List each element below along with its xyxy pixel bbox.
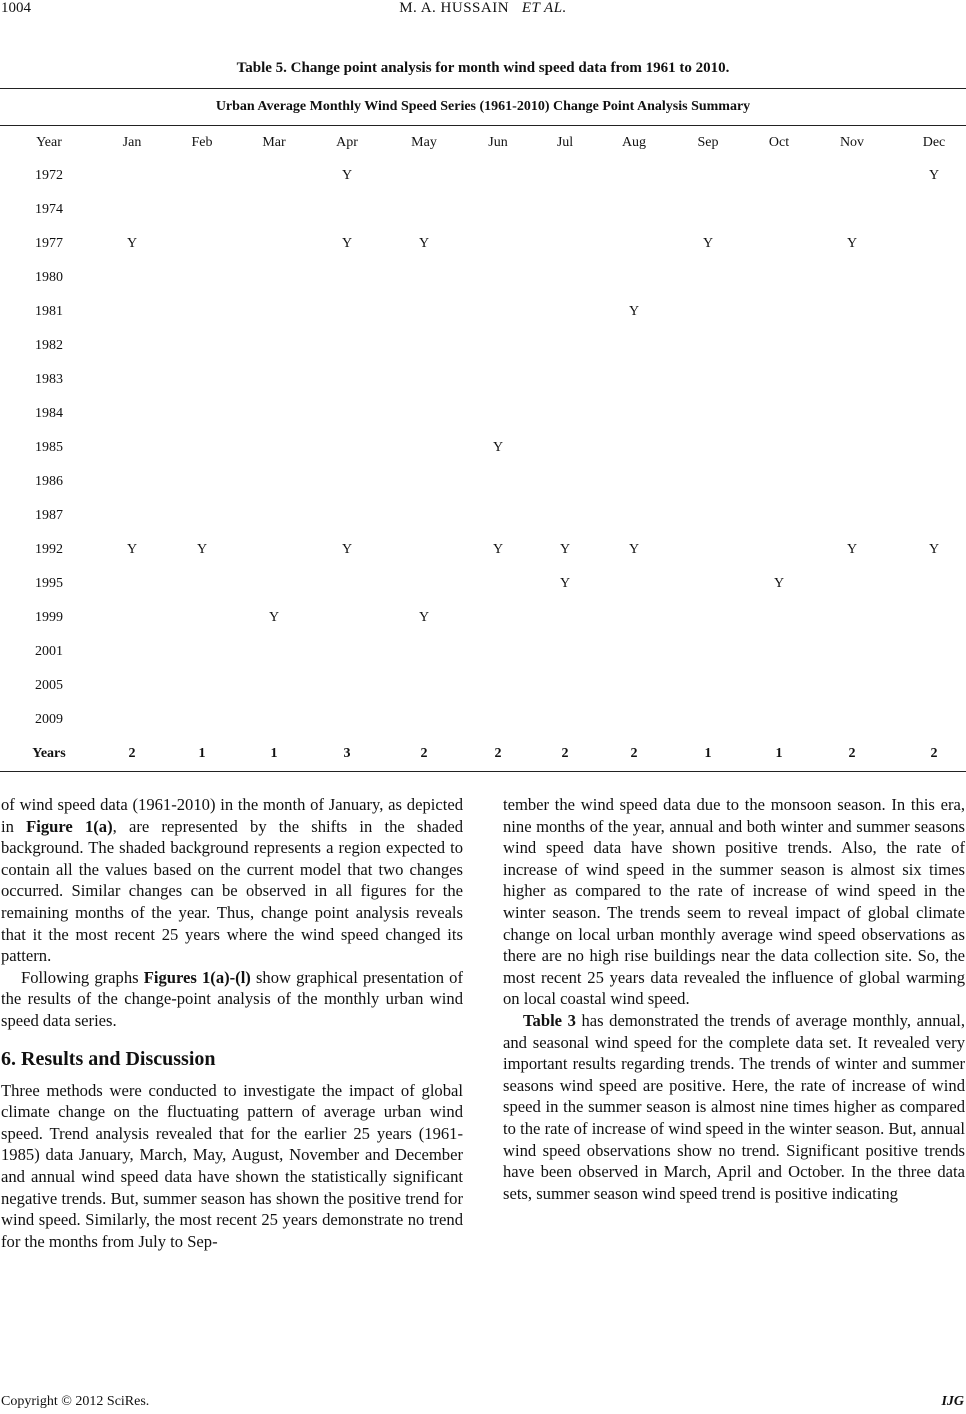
change-point-cell xyxy=(746,193,812,227)
change-point-cell xyxy=(598,601,670,635)
table-row xyxy=(0,329,966,363)
change-point-cell xyxy=(746,601,812,635)
change-point-cell xyxy=(812,159,892,193)
table-row xyxy=(0,363,966,397)
change-point-cell xyxy=(532,295,598,329)
change-point-cell xyxy=(532,431,598,465)
change-point-cell xyxy=(746,295,812,329)
change-point-cell: Y xyxy=(341,236,353,251)
change-point-cell xyxy=(384,499,464,533)
year-cell: 1999 xyxy=(35,610,63,625)
table-title: Urban Average Monthly Wind Speed Series (1961-2010) Change Point Analysis Summary xyxy=(215,99,751,114)
change-point-cell xyxy=(384,193,464,227)
change-point-cell xyxy=(812,261,892,295)
left-paragraph-2-text: Following graphs xyxy=(21,967,144,987)
et-al: ET AL. xyxy=(521,0,567,16)
change-point-cell xyxy=(384,397,464,431)
change-point-cell xyxy=(892,669,966,703)
year-cell: 1981 xyxy=(35,304,63,319)
change-point-cell xyxy=(98,601,166,635)
change-point-cell xyxy=(464,261,532,295)
change-point-cell xyxy=(598,669,670,703)
change-point-cell xyxy=(598,703,670,737)
change-point-cell xyxy=(746,261,812,295)
change-point-cell xyxy=(98,261,166,295)
table-caption: Table 5. Change point analysis for month wind speed data from 1961 to 2010. xyxy=(236,60,730,76)
change-point-cell xyxy=(238,533,310,567)
change-point-cell xyxy=(598,499,670,533)
change-point-cell xyxy=(746,499,812,533)
change-point-cell xyxy=(670,397,746,431)
table-grid xyxy=(0,126,966,771)
change-point-cell: Y xyxy=(702,236,714,251)
change-point-cell xyxy=(166,601,238,635)
column-header: Mar xyxy=(262,134,286,150)
table-row xyxy=(0,159,966,193)
left-paragraph-1 xyxy=(1,794,463,967)
change-point-cell xyxy=(746,397,812,431)
change-point-cell xyxy=(464,227,532,261)
left-paragraph-1-rest: , are represented by the shifts in the shaded background. The shaded background represents a region expected to contain all the values based on the current model that two changes occurred. Similar changes can be observed in all figures for the remaining months of the year. Thus, change point analysis reveals that it the most recent 25 years where the wind speed changed its pattern. xyxy=(1,816,463,966)
change-point-cell xyxy=(598,329,670,363)
change-point-cell xyxy=(238,261,310,295)
column-header: Jul xyxy=(556,134,574,150)
year-cell: 1986 xyxy=(35,474,63,489)
left-column xyxy=(1,794,463,1252)
change-point-cell xyxy=(812,397,892,431)
table-ref: Table 3 xyxy=(523,1010,576,1030)
change-point-cell: Y xyxy=(126,236,138,251)
change-point-cell xyxy=(532,363,598,397)
change-point-cell xyxy=(670,329,746,363)
change-point-cell xyxy=(598,635,670,669)
change-point-cell xyxy=(98,567,166,601)
change-point-cell xyxy=(670,465,746,499)
change-point-cell xyxy=(238,227,310,261)
change-point-cell xyxy=(892,465,966,499)
change-point-cell xyxy=(166,567,238,601)
change-point-cell xyxy=(384,329,464,363)
change-point-cell xyxy=(670,193,746,227)
table-bottom-rule xyxy=(0,771,966,772)
change-point-cell xyxy=(892,601,966,635)
left-paragraph-2-rest: show graphical presentation of the results of the change-point analysis of the monthly urban wind speed data series. xyxy=(1,967,463,1030)
table-row xyxy=(0,499,966,533)
table-row xyxy=(0,567,966,601)
change-point-cell: Y xyxy=(418,236,430,251)
change-point-cell xyxy=(532,159,598,193)
column-header: Feb xyxy=(191,134,213,150)
change-point-cell xyxy=(746,533,812,567)
change-point-cell xyxy=(598,261,670,295)
total-cell: 2 xyxy=(630,746,638,761)
change-point-cell xyxy=(384,703,464,737)
change-point-cell xyxy=(98,363,166,397)
change-point-cell xyxy=(532,329,598,363)
change-point-cell xyxy=(812,363,892,397)
column-header: Jun xyxy=(488,134,508,150)
change-point-cell xyxy=(598,193,670,227)
change-point-cell xyxy=(746,669,812,703)
year-cell: 1972 xyxy=(35,168,63,183)
change-point-cell xyxy=(238,363,310,397)
change-point-cell xyxy=(670,261,746,295)
change-point-cell xyxy=(98,703,166,737)
change-point-cell xyxy=(310,499,384,533)
change-point-cell xyxy=(892,261,966,295)
change-point-cell xyxy=(532,227,598,261)
change-point-cell xyxy=(464,669,532,703)
table-row xyxy=(0,703,966,737)
total-cell: 1 xyxy=(704,746,712,761)
total-cell: 2 xyxy=(561,746,569,761)
change-point-cell xyxy=(238,635,310,669)
year-cell: 1984 xyxy=(35,406,63,421)
change-point-cell xyxy=(166,329,238,363)
table-row xyxy=(0,397,966,431)
change-point-cell xyxy=(238,465,310,499)
figures-ref: Figures 1(a)-(l) xyxy=(143,967,251,987)
table-body xyxy=(0,159,966,771)
year-cell: 2009 xyxy=(35,712,63,727)
right-paragraph-2 xyxy=(503,1010,965,1204)
change-point-cell: Y xyxy=(126,542,138,557)
change-point-cell xyxy=(238,669,310,703)
change-point-cell xyxy=(812,431,892,465)
change-point-cell xyxy=(812,601,892,635)
change-point-cell xyxy=(238,295,310,329)
change-point-cell: Y xyxy=(196,542,208,557)
change-point-cell xyxy=(464,465,532,499)
change-point-cell xyxy=(532,499,598,533)
table-row xyxy=(0,533,966,567)
change-point-cell xyxy=(98,465,166,499)
change-point-cell xyxy=(384,363,464,397)
table-row xyxy=(0,465,966,499)
year-cell: 1987 xyxy=(35,508,63,523)
page-number: 1004 xyxy=(1,0,31,16)
total-cell: 2 xyxy=(848,746,856,761)
change-point-cell xyxy=(670,635,746,669)
year-cell: 1977 xyxy=(35,236,63,251)
change-point-cell xyxy=(892,193,966,227)
change-point-cell xyxy=(746,227,812,261)
change-point-cell xyxy=(238,431,310,465)
change-point-cell xyxy=(384,635,464,669)
change-point-cell xyxy=(166,159,238,193)
change-point-cell xyxy=(598,363,670,397)
change-point-cell xyxy=(310,329,384,363)
totals-label: Years xyxy=(32,746,66,761)
change-point-cell xyxy=(310,363,384,397)
table-row xyxy=(0,193,966,227)
author-running-head xyxy=(0,0,966,17)
change-point-cell xyxy=(166,465,238,499)
total-cell: 2 xyxy=(930,746,938,761)
left-paragraph-1-text: of wind speed data (1961-2010) in the month of January, as depicted in xyxy=(1,795,463,836)
change-point-cell xyxy=(464,635,532,669)
change-point-cell xyxy=(166,397,238,431)
change-point-cell xyxy=(310,465,384,499)
column-header: May xyxy=(411,134,437,150)
change-point-cell xyxy=(532,397,598,431)
change-point-cell xyxy=(892,227,966,261)
change-point-cell xyxy=(532,669,598,703)
change-point-cell xyxy=(98,431,166,465)
change-point-cell: Y xyxy=(773,576,785,591)
year-cell: 2005 xyxy=(35,678,63,693)
column-header: Year xyxy=(36,134,62,150)
year-cell: 1982 xyxy=(35,338,63,353)
change-point-cell xyxy=(670,669,746,703)
change-point-cell xyxy=(310,295,384,329)
change-point-cell xyxy=(166,703,238,737)
change-point-cell xyxy=(98,635,166,669)
year-cell: 1992 xyxy=(35,542,63,557)
change-point-cell xyxy=(238,193,310,227)
change-point-cell xyxy=(670,703,746,737)
change-point-cell xyxy=(166,431,238,465)
change-point-cell xyxy=(464,363,532,397)
change-point-cell: Y xyxy=(628,304,640,319)
change-point-cell xyxy=(812,703,892,737)
change-point-cell: Y xyxy=(928,542,940,557)
change-point-cell xyxy=(464,703,532,737)
change-point-cell xyxy=(892,397,966,431)
column-header: Apr xyxy=(336,134,358,150)
change-point-cell xyxy=(464,499,532,533)
change-point-cell xyxy=(384,465,464,499)
section-heading: 6. Results and Discussion xyxy=(1,1047,216,1070)
change-point-cell xyxy=(464,567,532,601)
change-point-cell xyxy=(98,397,166,431)
change-point-cell xyxy=(166,261,238,295)
right-paragraph-2-text: has demonstrated the trends of average monthly, annual, and seasonal wind speed for the complete data set. It revealed very important results regarding trends. The trends of winter and summer seasons wind speed are positive. Here, the rate of increase of wind speed in the summer season is almost nine times higher as compared to the rate of increase of wind speed in the winter season. But, annual wind speed observations show no trend. Significant positive trends have been observed in March, April and October. In the three data sets, summer season wind speed trend is positive indicating xyxy=(503,1010,965,1203)
change-point-cell xyxy=(746,431,812,465)
change-point-cell xyxy=(812,635,892,669)
year-cell: 1983 xyxy=(35,372,63,387)
change-point-cell xyxy=(532,703,598,737)
change-point-cell xyxy=(532,261,598,295)
change-point-cell xyxy=(384,533,464,567)
change-point-cell xyxy=(598,227,670,261)
column-header: Sep xyxy=(697,134,719,150)
change-point-cell xyxy=(746,465,812,499)
change-point-cell xyxy=(670,159,746,193)
change-point-cell xyxy=(238,329,310,363)
change-point-cell xyxy=(812,669,892,703)
change-point-cell xyxy=(598,567,670,601)
change-point-cell xyxy=(746,159,812,193)
change-point-cell xyxy=(812,329,892,363)
change-point-cell xyxy=(812,567,892,601)
totals-row xyxy=(0,737,966,771)
total-cell: 2 xyxy=(128,746,136,761)
change-point-cell xyxy=(310,193,384,227)
running-head xyxy=(0,0,966,28)
total-cell: 3 xyxy=(343,746,351,761)
change-point-cell xyxy=(384,567,464,601)
year-cell: 1974 xyxy=(35,202,63,217)
change-point-cell xyxy=(532,635,598,669)
change-point-cell xyxy=(892,295,966,329)
copyright: Copyright © 2012 SciRes. xyxy=(1,1394,150,1409)
change-point-cell: Y xyxy=(268,610,280,625)
change-point-cell: Y xyxy=(341,542,353,557)
change-point-cell xyxy=(98,329,166,363)
change-point-cell xyxy=(98,159,166,193)
total-cell: 1 xyxy=(198,746,206,761)
change-point-cell xyxy=(892,499,966,533)
table-row xyxy=(0,601,966,635)
change-point-cell xyxy=(310,567,384,601)
figure-ref: Figure 1(a) xyxy=(26,816,113,836)
left-paragraph-2 xyxy=(1,967,463,1032)
left-paragraph-3: Three methods were conducted to investigate the impact of global climate change on the fluctuating pattern of average urban wind speed. Trend analysis revealed that for the earlier 25 years (1961-1985) data January, March, May, August, November and December and annual wind speed data have shown the statistically significant negative trends. But, summer season has shown the positive trend for wind speed. Similarly, the most recent 25 years demonstrate no trend for the months from July to Sep- xyxy=(1,1080,463,1251)
table-row xyxy=(0,635,966,669)
change-point-cell xyxy=(812,465,892,499)
change-point-cell xyxy=(464,295,532,329)
change-point-cell xyxy=(384,261,464,295)
change-point-cell: Y xyxy=(341,168,353,183)
change-point-cell xyxy=(166,295,238,329)
change-point-cell xyxy=(310,397,384,431)
total-cell: 1 xyxy=(775,746,783,761)
change-point-cell xyxy=(670,567,746,601)
change-point-cell xyxy=(670,601,746,635)
change-point-cell xyxy=(746,329,812,363)
column-header: Aug xyxy=(621,134,647,150)
change-point-cell xyxy=(464,329,532,363)
change-point-cell xyxy=(598,397,670,431)
change-point-cell xyxy=(310,431,384,465)
table-row xyxy=(0,295,966,329)
change-point-cell xyxy=(238,397,310,431)
column-header: Dec xyxy=(922,134,946,150)
change-point-cell xyxy=(812,295,892,329)
change-point-cell xyxy=(670,295,746,329)
change-point-cell xyxy=(464,193,532,227)
change-point-cell xyxy=(670,363,746,397)
author-name: M. A. HUSSAIN xyxy=(399,0,510,16)
change-point-cell xyxy=(310,261,384,295)
change-point-cell xyxy=(98,295,166,329)
change-point-cell xyxy=(310,635,384,669)
total-cell: 2 xyxy=(420,746,428,761)
change-point-cell xyxy=(598,465,670,499)
change-point-cell xyxy=(532,193,598,227)
change-point-cell xyxy=(464,601,532,635)
change-point-cell xyxy=(384,431,464,465)
change-point-cell xyxy=(166,635,238,669)
year-cell: 2001 xyxy=(35,644,63,659)
change-point-cell xyxy=(98,669,166,703)
change-point-cell xyxy=(166,227,238,261)
change-point-cell xyxy=(310,601,384,635)
column-header: Nov xyxy=(839,134,865,150)
change-point-cell: Y xyxy=(559,542,571,557)
right-column xyxy=(503,794,965,1204)
change-point-cell: Y xyxy=(846,236,858,251)
change-point-cell xyxy=(598,159,670,193)
year-cell: 1985 xyxy=(35,440,63,455)
change-point-cell xyxy=(746,703,812,737)
change-point-cell xyxy=(670,499,746,533)
total-cell: 2 xyxy=(494,746,502,761)
change-point-cell xyxy=(812,193,892,227)
table-row xyxy=(0,227,966,261)
change-point-cell xyxy=(238,159,310,193)
right-paragraph-1: tember the wind speed data due to the monsoon season. In this era, nine months of the year, annual and both winter and summer seasons wind speed data have shown positive trends. Also, the rate of increase of wind speed in the summer season is almost six times higher as compared to the rate of increase of wind speed in the winter season. The trends seem to reveal impact of global climate change on local urban monthly average wind speed observations as there are no high rise buildings near the data collection site. So, the most recent 25 years data revealed the influence of global warming on local coastal wind speed. xyxy=(503,795,965,1009)
column-header: Jan xyxy=(122,134,142,150)
change-point-cell xyxy=(892,431,966,465)
change-point-cell: Y xyxy=(418,610,430,625)
change-point-cell xyxy=(746,635,812,669)
change-point-cell xyxy=(310,703,384,737)
change-point-cell xyxy=(812,499,892,533)
change-point-cell xyxy=(384,159,464,193)
change-point-cell xyxy=(238,499,310,533)
change-point-cell xyxy=(670,533,746,567)
change-point-cell: Y xyxy=(846,542,858,557)
change-point-cell: Y xyxy=(492,542,504,557)
change-point-cell xyxy=(670,431,746,465)
change-point-cell: Y xyxy=(928,168,940,183)
change-point-cell xyxy=(892,567,966,601)
change-point-cell xyxy=(384,295,464,329)
table-header-row xyxy=(0,126,966,159)
change-point-table xyxy=(0,88,966,772)
change-point-cell xyxy=(238,567,310,601)
journal-abbrev: IJG xyxy=(941,1394,964,1409)
change-point-cell xyxy=(598,431,670,465)
change-point-cell: Y xyxy=(492,440,504,455)
change-point-cell xyxy=(892,363,966,397)
change-point-cell xyxy=(166,669,238,703)
change-point-cell xyxy=(892,329,966,363)
change-point-cell xyxy=(98,193,166,227)
total-cell: 1 xyxy=(270,746,278,761)
change-point-cell xyxy=(384,669,464,703)
table-row xyxy=(0,261,966,295)
year-cell: 1980 xyxy=(35,270,63,285)
change-point-cell xyxy=(464,159,532,193)
change-point-cell xyxy=(166,499,238,533)
change-point-cell xyxy=(310,669,384,703)
change-point-cell xyxy=(892,703,966,737)
table-row xyxy=(0,669,966,703)
change-point-cell xyxy=(238,703,310,737)
change-point-cell: Y xyxy=(559,576,571,591)
year-cell: 1995 xyxy=(35,576,63,591)
change-point-cell xyxy=(746,363,812,397)
change-point-cell xyxy=(532,465,598,499)
change-point-cell xyxy=(98,499,166,533)
change-point-cell xyxy=(166,193,238,227)
page-footer xyxy=(0,1394,966,1414)
change-point-cell xyxy=(166,363,238,397)
change-point-cell xyxy=(892,635,966,669)
change-point-cell xyxy=(464,397,532,431)
table-row xyxy=(0,431,966,465)
column-header: Oct xyxy=(768,134,790,150)
change-point-cell: Y xyxy=(628,542,640,557)
change-point-cell xyxy=(532,601,598,635)
